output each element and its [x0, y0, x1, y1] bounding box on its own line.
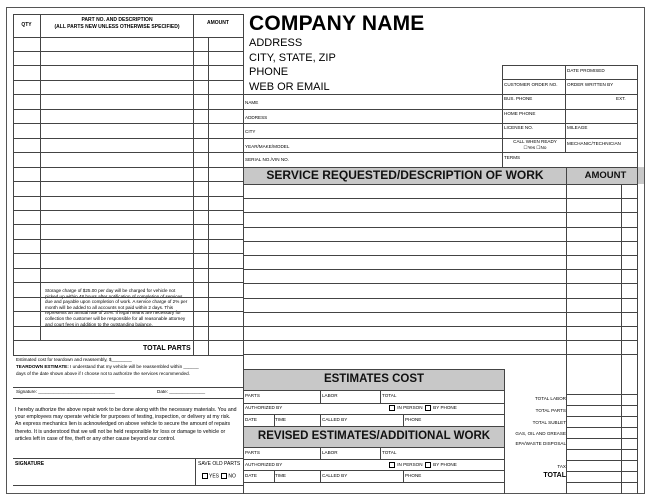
teardown-date[interactable]: Date: ______________: [157, 389, 206, 394]
order-right-line: [637, 65, 638, 167]
customer-order-no-field[interactable]: CUSTOMER ORDER NO.: [504, 82, 558, 87]
teardown-line2: [16, 364, 199, 370]
desc-header-line1: PART NO. AND DESCRIPTION: [81, 17, 153, 23]
service-row-line: [244, 241, 637, 242]
customer-row-line: [244, 94, 502, 95]
service-row-line: [244, 198, 637, 199]
company-city-state-zip: CITY, STATE, ZIP: [249, 52, 336, 64]
total-labor-label: TOTAL LABOR: [534, 396, 566, 401]
totals-row-line: [566, 438, 637, 439]
service-row-line: [244, 255, 637, 256]
service-row-line: [244, 312, 637, 313]
rev-row-line: [244, 459, 504, 460]
save-old-parts-options: [201, 473, 236, 479]
signature-label: SIGNATURE: [15, 461, 45, 467]
date-promised-field[interactable]: DATE PROMISED: [567, 68, 605, 73]
in-person-checkbox[interactable]: [389, 405, 395, 411]
service-row-line: [244, 354, 637, 355]
no-label: NO: [228, 473, 236, 480]
rev-called-by[interactable]: CALLED BY: [322, 473, 348, 478]
rev-date[interactable]: DATE: [245, 473, 257, 478]
by-phone-label: BY PHONE: [433, 405, 457, 411]
totals-row-line: [566, 416, 637, 417]
rev-col-line: [403, 470, 404, 482]
ext-field[interactable]: EXT.: [616, 96, 626, 101]
est-called-by[interactable]: CALLED BY: [322, 417, 348, 422]
totals-row-line: [566, 460, 637, 461]
estimates-banner: ESTIMATES COST: [323, 373, 425, 385]
totals-row-line: [566, 482, 637, 483]
rev-by-phone-checkbox[interactable]: [425, 462, 431, 468]
totals-row-line: [566, 471, 637, 472]
serial-vin-field[interactable]: SERIAL NO./VIN NO.: [245, 157, 289, 162]
bottom-line: [13, 485, 243, 486]
terms-field[interactable]: TERMS: [504, 155, 521, 160]
est-row-line: [244, 403, 504, 404]
parts-row-line: [13, 355, 243, 356]
estimates-bottom-line: [244, 390, 504, 391]
est-row-line: [244, 414, 504, 415]
save-old-parts-label: SAVE OLD PARTS: [198, 461, 241, 467]
desc-header-line2: (ALL PARTS NEW UNLESS OTHERWISE SPECIFIED): [54, 24, 180, 30]
rev-in-person-checkbox[interactable]: [389, 462, 395, 468]
service-row-line: [244, 326, 637, 327]
customer-row-line: [244, 123, 502, 124]
rev-contact-method[interactable]: [388, 462, 457, 468]
in-person-label: IN PERSON: [397, 405, 423, 411]
rev-col-line: [320, 447, 321, 459]
teardown-line1: Estimated cost for teardown and reassembly, $________: [16, 357, 132, 362]
rev-row-line: [244, 447, 504, 448]
amount-header: AMOUNT: [207, 20, 229, 26]
rev-by-phone-label: BY PHONE: [433, 462, 457, 468]
customer-row-line: [244, 167, 502, 168]
amount-banner: AMOUNT: [584, 170, 627, 181]
total-parts-summary-label: TOTAL PARTS: [535, 408, 566, 413]
est-col-line: [274, 414, 275, 426]
authorization-text: I hereby authorize the above repair work to be done along with the necessary materials. You and your employees may operate vehicle for purposes of testing, inspection, or delivery at my risk. An express mechanics lien is acknowledged on above vehicle to secure the amount of repairs thereto. It is understood that we will not be held responsible for loss or damage to vehicle or articles left in case of fire, theft or any other cause beyond our control.: [15, 407, 237, 442]
order-row-line: [502, 152, 637, 153]
order-row-line: [502, 138, 637, 139]
order-written-by-field[interactable]: ORDER WRITTEN BY: [567, 82, 614, 87]
year-make-model-field[interactable]: YEAR/MAKE/MODEL: [245, 144, 290, 149]
save-old-parts-divider: [195, 458, 196, 485]
service-row-line: [244, 227, 637, 228]
order-row-line: [502, 123, 637, 124]
amount-cents-line: [621, 184, 622, 494]
customer-row-line: [244, 138, 502, 139]
qty-header: QTY: [21, 22, 32, 28]
service-row-line: [244, 283, 637, 284]
totals-row-line: [566, 427, 637, 428]
total-sublet-label: TOTAL SUBLET: [532, 420, 566, 425]
order-row-line: [502, 94, 637, 95]
teardown-line2-text: I understand that my vehicle will be reassembled within ______: [68, 364, 199, 369]
name-field[interactable]: NAME: [245, 100, 259, 105]
rev-in-person-label: IN PERSON: [397, 462, 423, 468]
teardown-signature[interactable]: Signature: ______________________________: [16, 389, 115, 394]
tax-label: TAX: [557, 464, 566, 469]
revised-banner: REVISED ESTIMATES/ADDITIONAL WORK: [257, 430, 491, 442]
service-row-line: [244, 269, 637, 270]
est-col-line: [403, 414, 404, 426]
rev-total[interactable]: TOTAL: [382, 450, 397, 455]
call-when-ready-label: CALL WHEN READY: [513, 139, 557, 144]
parts-col-line: [208, 37, 209, 355]
rev-row-line: [244, 482, 504, 483]
totals-row-line: [566, 405, 637, 406]
est-col-line: [320, 390, 321, 403]
rev-col-line: [274, 470, 275, 482]
parts-col-line: [13, 14, 14, 355]
section-line: [13, 398, 243, 399]
call-when-ready-options[interactable]: ☐Yes ☐No: [523, 145, 547, 150]
est-time[interactable]: TIME: [275, 417, 286, 422]
order-row-line: [502, 79, 637, 80]
service-banner: SERVICE REQUESTED/DESCRIPTION OF WORK: [266, 168, 544, 182]
amount-col-line: [566, 167, 567, 494]
bus-phone-field[interactable]: BUS. PHONE: [504, 96, 533, 101]
est-phone[interactable]: PHONE: [405, 417, 422, 422]
est-contact-method[interactable]: [388, 405, 457, 411]
service-row-line: [244, 298, 637, 299]
teardown-signature-line: [13, 387, 243, 388]
rev-authorized-by[interactable]: AUTHORIZED BY: [245, 462, 283, 467]
order-col-line: [565, 65, 566, 152]
service-row-line: [244, 340, 637, 341]
city-field[interactable]: CITY: [245, 129, 256, 134]
order-row-line: [502, 109, 637, 110]
parts-col-line: [40, 14, 41, 340]
service-row-line: [244, 184, 637, 185]
rev-parts[interactable]: PARTS: [245, 450, 260, 455]
totals-row-line: [566, 449, 637, 450]
storage-notice: Storage charge of $25.00 per day will be charged for vehicle not picked up within 48 hours after notification of completion of services due and payable upon completion of work. A service charge of 2% per month will be added to all accounts not paid within 2 days. This represents an annual rate of 24%. If legal means are necessary for collection the customer will be responsible for all reasonable attorney and court fees in addition to the outstanding balance.: [45, 288, 188, 327]
yes-label: YES: [209, 473, 220, 480]
est-date[interactable]: DATE: [245, 417, 257, 422]
by-phone-checkbox[interactable]: [425, 405, 431, 411]
estimates-top-line: [244, 369, 504, 370]
yes-checkbox[interactable]: [202, 473, 208, 479]
gas-oil-grease-label: GAS, OIL AND GREASE: [515, 431, 566, 436]
rev-labor[interactable]: LABOR: [322, 450, 338, 455]
service-row-line: [244, 212, 637, 213]
est-authorized-by[interactable]: AUTHORIZED BY: [245, 405, 283, 410]
amount-right-line: [637, 167, 638, 494]
grand-total-label: TOTAL: [543, 472, 566, 479]
teardown-line3: days of the date shown above if I choose not to authorize the services recommended.: [16, 371, 190, 376]
parts-row-line: [13, 14, 243, 15]
company-web-email: WEB OR EMAIL: [249, 81, 330, 93]
customer-row-line: [244, 109, 502, 110]
order-row-line: [502, 65, 637, 66]
rev-col-line: [380, 447, 381, 459]
mechanic-technician-field[interactable]: MECHANIC/TECHNICIAN: [567, 141, 621, 146]
section-divider: [243, 14, 244, 494]
mileage-field[interactable]: MILEAGE: [567, 125, 588, 130]
rev-col-line: [320, 470, 321, 482]
totals-row-line: [566, 394, 637, 395]
no-checkbox[interactable]: [221, 473, 227, 479]
teardown-estimate-label: TEARDOWN ESTIMATE:: [16, 364, 69, 369]
total-parts-label: TOTAL PARTS: [143, 345, 191, 352]
order-row-line: [502, 167, 637, 168]
home-phone-field[interactable]: HOME PHONE: [504, 111, 536, 116]
est-col-line: [320, 414, 321, 426]
est-total[interactable]: TOTAL: [382, 393, 397, 398]
est-parts[interactable]: PARTS: [245, 393, 260, 398]
signature-line: [13, 458, 243, 459]
company-address: ADDRESS: [249, 37, 303, 49]
customer-row-line: [244, 152, 502, 153]
epa-waste-label: EPA/WASTE DISPOSAL: [515, 441, 566, 446]
company-name: COMPANY NAME: [249, 12, 425, 35]
parts-col-line: [193, 14, 194, 355]
est-row-line: [244, 426, 504, 427]
address-field[interactable]: ADDRESS: [245, 115, 268, 120]
totals-divider: [504, 369, 505, 494]
rev-time[interactable]: TIME: [275, 473, 286, 478]
est-col-line: [380, 390, 381, 403]
est-labor[interactable]: LABOR: [322, 393, 338, 398]
license-no-field[interactable]: LICENSE NO.: [504, 125, 534, 130]
rev-row-line: [244, 470, 504, 471]
company-phone: PHONE: [249, 66, 289, 78]
rev-phone[interactable]: PHONE: [405, 473, 422, 478]
